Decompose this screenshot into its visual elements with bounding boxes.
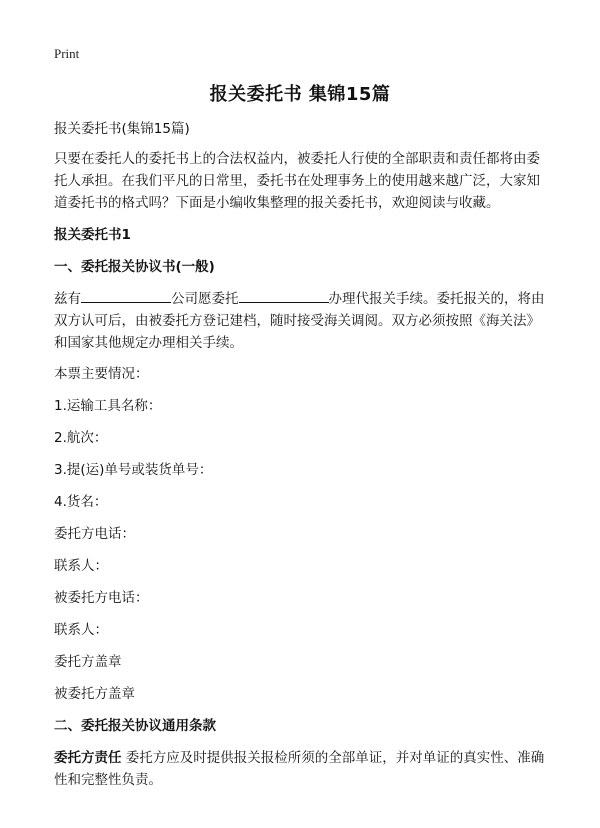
agreement-prefix: 兹有: [54, 291, 81, 307]
document-subtitle: 报关委托书(集锦15篇): [54, 121, 190, 137]
clause-paragraph: [54, 747, 548, 791]
part-1-heading: 一、委托报关协议书(一般): [54, 259, 215, 275]
field-client-phone: 委托方电话：: [54, 526, 135, 542]
field-transport-name: 1.运输工具名称：: [54, 398, 162, 414]
section-1-title: 报关委托书1: [54, 227, 131, 243]
clause-term: 委托方责任: [54, 750, 122, 766]
field-agent-seal: 被委托方盖章: [54, 686, 135, 702]
company-blank: [81, 288, 171, 303]
field-summary: 本票主要情况：: [54, 366, 149, 382]
field-client-seal: 委托方盖章: [54, 654, 122, 670]
document-body: [54, 118, 548, 800]
clause-text: 委托方应及时提供报关报检所须的全部单证，并对单证的真实性、准确性和完整性负责。: [54, 750, 545, 788]
print-label: Print: [54, 46, 80, 61]
document-title: 报关委托书 集锦15篇: [209, 84, 391, 105]
intro-paragraph: 只要在委托人的委托书上的合法权益内，被委托人行使的全部职责和责任都将由委托人承担。在我们平凡的日常里，委托书在处理事务上的使用越来越广泛，大家知道委托书的格式吗？下面是小编收集整理的报关委托书，欢迎阅读与收藏。: [54, 151, 540, 211]
field-voyage: 2.航次：: [54, 430, 108, 446]
field-goods-name: 4.货名：: [54, 494, 108, 510]
field-bill-number: 3.提(运)单号或装货单号：: [54, 462, 213, 478]
field-agent-phone: 被委托方电话：: [54, 590, 149, 606]
part-2-heading: 二、委托报关协议通用条款: [54, 718, 216, 734]
agreement-middle: 公司愿委托: [171, 291, 239, 307]
agent-blank: [239, 288, 329, 303]
agreement-paragraph: [54, 288, 548, 354]
field-agent-contact: 联系人：: [54, 622, 108, 638]
agreement-suffix: 办理代报关手续。委托报关的，将由双方认可后，由被委托方登记建档，随时接受海关调阅。双方必须按照《海关法》和国家其他规定办理相关手续。: [54, 291, 545, 351]
field-client-contact: 联系人：: [54, 558, 108, 574]
